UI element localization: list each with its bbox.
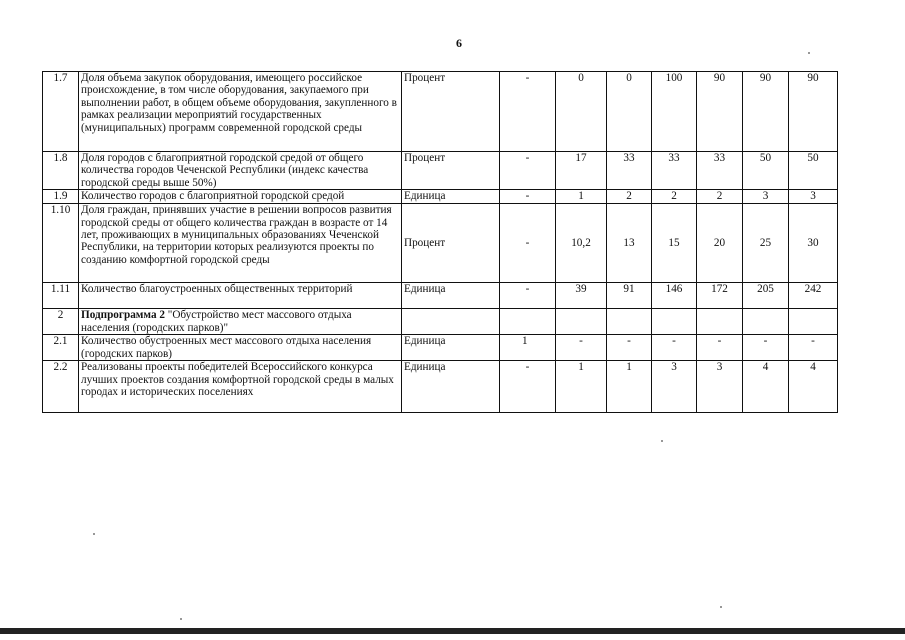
row-value: 4 xyxy=(789,361,838,413)
page-number: 6 xyxy=(456,36,462,50)
row-description: Количество благоустроенных общественных территорий xyxy=(79,283,402,309)
scan-bottom-edge xyxy=(0,628,905,634)
row-value: 146 xyxy=(652,283,697,309)
row-number: 2.2 xyxy=(43,361,79,413)
row-value: 1 xyxy=(556,190,607,204)
row-value: 1 xyxy=(500,335,556,361)
table-row xyxy=(43,204,838,283)
row-description: Доля граждан, принявших участие в решении вопросов развития городской среды от общего количества граждан в возрасте от 14 лет, проживающих в муниципальных образованиях Чеченской Республики, на территории которых реализуются проекты по созданию комфортной городской среды xyxy=(79,204,402,283)
row-value: 100 xyxy=(652,72,697,152)
row-description: Доля объема закупок оборудования, имеющего российское происхождение, в том числе оборудования, закупаемого при выполнении работ, в общем объеме оборудования, закупленного в рамках реализации мероприятий государственных (муниципальных) программ современной городской среды xyxy=(79,72,402,152)
row-description xyxy=(79,309,402,335)
row-value: - xyxy=(500,204,556,283)
row-value: 15 xyxy=(652,204,697,283)
row-value xyxy=(743,309,789,335)
row-number: 2.1 xyxy=(43,335,79,361)
row-value: 242 xyxy=(789,283,838,309)
table-row xyxy=(43,309,838,335)
row-value: - xyxy=(500,190,556,204)
row-value: - xyxy=(500,283,556,309)
row-unit xyxy=(402,309,500,335)
row-value: 3 xyxy=(789,190,838,204)
row-value: - xyxy=(652,335,697,361)
row-value: 90 xyxy=(697,72,743,152)
scan-speck xyxy=(180,618,182,620)
indicators-table xyxy=(42,71,838,413)
table-row xyxy=(43,152,838,190)
row-value: 50 xyxy=(743,152,789,190)
row-value: 30 xyxy=(789,204,838,283)
table-row xyxy=(43,283,838,309)
scan-speck xyxy=(661,440,663,442)
table-row xyxy=(43,72,838,152)
table-row xyxy=(43,361,838,413)
row-value xyxy=(789,309,838,335)
row-value xyxy=(500,309,556,335)
row-number: 2 xyxy=(43,309,79,335)
row-value: 17 xyxy=(556,152,607,190)
row-description: Реализованы проекты победителей Всероссийского конкурса лучших проектов создания комфортной городской среды в малых городах и исторических поселениях xyxy=(79,361,402,413)
row-value: - xyxy=(789,335,838,361)
row-value: 33 xyxy=(652,152,697,190)
row-value: 90 xyxy=(789,72,838,152)
row-unit: Единица xyxy=(402,361,500,413)
row-value: 25 xyxy=(743,204,789,283)
row-value: 1 xyxy=(556,361,607,413)
row-unit: Единица xyxy=(402,190,500,204)
row-number: 1.7 xyxy=(43,72,79,152)
row-number: 1.11 xyxy=(43,283,79,309)
row-value xyxy=(697,309,743,335)
row-value: 39 xyxy=(556,283,607,309)
row-value: - xyxy=(556,335,607,361)
row-value: 3 xyxy=(697,361,743,413)
row-value: 2 xyxy=(697,190,743,204)
row-value: - xyxy=(607,335,652,361)
row-value: 205 xyxy=(743,283,789,309)
row-unit: Процент xyxy=(402,152,500,190)
row-value xyxy=(652,309,697,335)
row-value: 91 xyxy=(607,283,652,309)
row-description: Доля городов с благоприятной городской средой от общего количества городов Чеченской Республики (индекс качества городской среды выше 50%) xyxy=(79,152,402,190)
row-value: 3 xyxy=(652,361,697,413)
row-number: 1.9 xyxy=(43,190,79,204)
row-value: 50 xyxy=(789,152,838,190)
row-value: 2 xyxy=(607,190,652,204)
subprogram-label: Подпрограмма 2 xyxy=(81,309,165,322)
row-value: 20 xyxy=(697,204,743,283)
scan-speck xyxy=(93,533,95,535)
row-value: 4 xyxy=(743,361,789,413)
row-value: - xyxy=(500,152,556,190)
row-value: 33 xyxy=(697,152,743,190)
row-value: - xyxy=(697,335,743,361)
row-value: - xyxy=(500,72,556,152)
row-description: Количество городов с благоприятной городской средой xyxy=(79,190,402,204)
table-row xyxy=(43,190,838,204)
scan-speck xyxy=(808,52,810,54)
row-number: 1.10 xyxy=(43,204,79,283)
row-value: 33 xyxy=(607,152,652,190)
row-value: 13 xyxy=(607,204,652,283)
scan-speck xyxy=(720,606,722,608)
row-value: 0 xyxy=(607,72,652,152)
row-value: - xyxy=(500,361,556,413)
row-value: 90 xyxy=(743,72,789,152)
row-unit: Процент xyxy=(402,204,500,283)
row-value xyxy=(556,309,607,335)
row-value: 2 xyxy=(652,190,697,204)
table-row xyxy=(43,335,838,361)
row-value xyxy=(607,309,652,335)
row-number: 1.8 xyxy=(43,152,79,190)
row-value: 1 xyxy=(607,361,652,413)
row-unit: Единица xyxy=(402,335,500,361)
row-value: 0 xyxy=(556,72,607,152)
subprogram-title: "Обустройство мест массового отдыха населения (городских парков)" xyxy=(81,309,352,334)
row-value: 3 xyxy=(743,190,789,204)
row-description: Количество обустроенных мест массового отдыха населения (городских парков) xyxy=(79,335,402,361)
row-value: 172 xyxy=(697,283,743,309)
row-value: 10,2 xyxy=(556,204,607,283)
row-value: - xyxy=(743,335,789,361)
row-unit: Единица xyxy=(402,283,500,309)
row-unit: Процент xyxy=(402,72,500,152)
